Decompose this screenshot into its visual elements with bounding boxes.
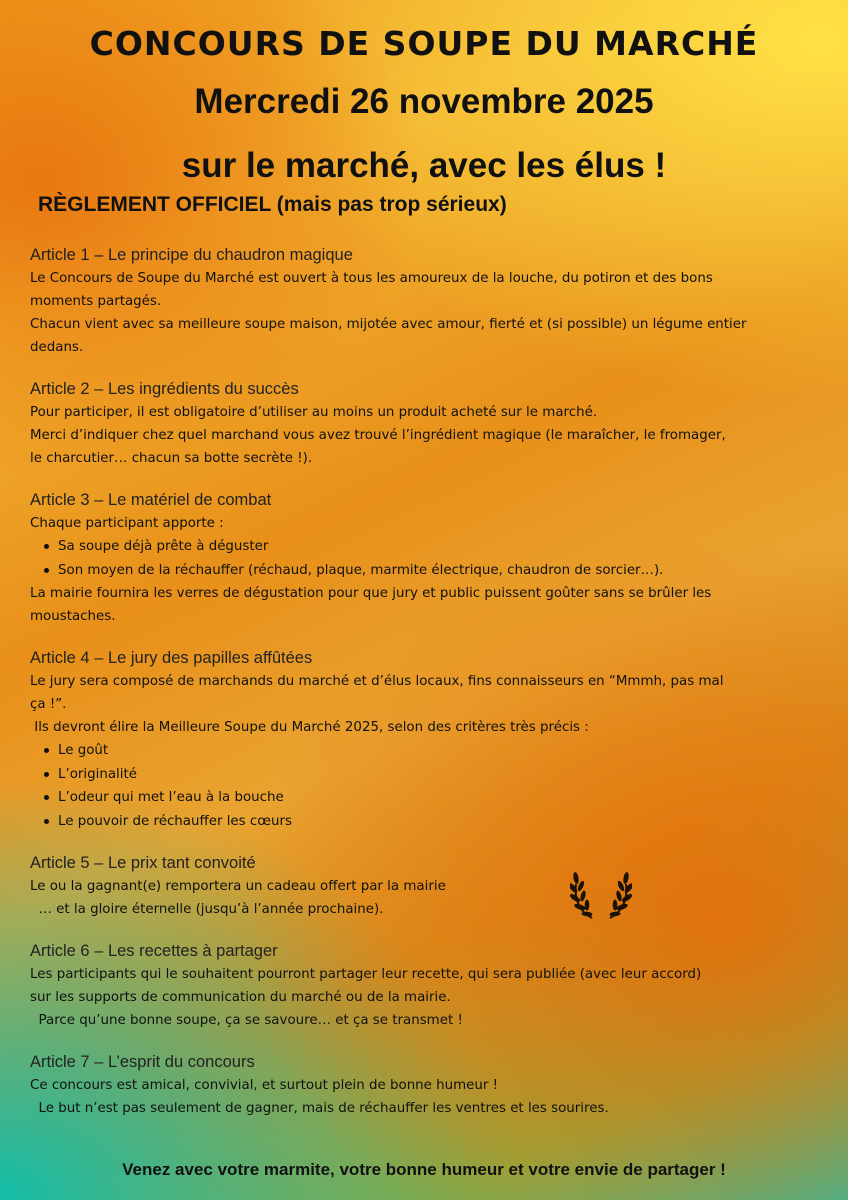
article-text: Merci d’indiquer chez quel marchand vous avez trouvé l’ingrédient magique (le maraîcher, le fromager, — [30, 428, 726, 443]
rules-title: RÈGLEMENT OFFICIEL (mais pas trop sérieux) — [38, 193, 507, 216]
title-block — [0, 18, 848, 198]
article-heading: Article 3 – Le matériel de combat — [30, 491, 272, 509]
article-text: Le jury sera composé de marchands du marché et d’élus locaux, fins connaisseurs en “Mmmh, pas mal — [30, 674, 724, 689]
article-heading: Article 7 – L’esprit du concours — [30, 1053, 255, 1071]
article-heading: Article 6 – Les recettes à partager — [30, 942, 278, 960]
event-subtitle: sur le marché, avec les élus ! — [181, 146, 667, 185]
article-6 — [30, 939, 825, 1032]
article-text: Pour participer, il est obligatoire d’utiliser au moins un produit acheté sur le marché. — [30, 405, 598, 420]
article-text: Le but n’est pas seulement de gagner, mais de réchauffer les ventres et les sourires. — [30, 1101, 609, 1116]
article-heading: Article 4 – Le jury des papilles affûtées — [30, 649, 313, 667]
list-item: L’originalité — [58, 763, 825, 787]
footer-call-to-action: Venez avec votre marmite, votre bonne humeur et votre envie de partager ! — [122, 1160, 726, 1179]
article-text: sur les supports de communication du marché ou de la mairie. — [30, 990, 451, 1005]
list-item: Le pouvoir de réchauffer les cœurs — [58, 810, 825, 834]
article-5 — [30, 851, 825, 921]
laurel-wreath-icon — [570, 868, 632, 920]
list-item: Son moyen de la réchauffer (réchaud, plaque, marmite électrique, chaudron de sorcier…). — [58, 559, 825, 583]
criteria-list — [30, 739, 825, 833]
article-heading: Article 5 – Le prix tant convoité — [30, 854, 256, 872]
article-heading: Article 2 – Les ingrédients du succès — [30, 380, 299, 398]
poster-title: CONCOURS DE SOUPE DU MARCHÉ — [89, 24, 759, 63]
article-text: Ce concours est amical, convivial, et surtout plein de bonne humeur ! — [30, 1078, 499, 1093]
article-text: Le Concours de Soupe du Marché est ouvert à tous les amoureux de la louche, du potiron et des bons — [30, 271, 713, 286]
article-4 — [30, 646, 825, 833]
article-heading: Article 1 – Le principe du chaudron magique — [30, 246, 353, 264]
list-item: Sa soupe déjà prête à déguster — [58, 535, 825, 559]
article-text: Parce qu’une bonne soupe, ça se savoure… et ça se transmet ! — [30, 1013, 463, 1028]
list-item: Le goût — [58, 739, 825, 763]
article-text: le charcutier… chacun sa botte secrète !). — [30, 451, 313, 466]
article-text: moustaches. — [30, 609, 116, 624]
article-text: Les participants qui le souhaitent pourront partager leur recette, qui sera publiée (avec leur accord) — [30, 967, 702, 982]
article-3 — [30, 488, 825, 628]
article-7 — [30, 1050, 825, 1120]
equipment-list — [30, 535, 825, 582]
article-text: Chacun vient avec sa meilleure soupe maison, mijotée avec amour, fierté et (si possible) un légume entier — [30, 317, 747, 332]
article-text: ça !”. — [30, 697, 67, 712]
article-text: Le ou la gagnant(e) remportera un cadeau offert par la mairie — [30, 879, 446, 894]
article-text: La mairie fournira les verres de dégustation pour que jury et public puissent goûter sans se brûler les — [30, 586, 712, 601]
article-2 — [30, 377, 825, 470]
event-date: Mercredi 26 novembre 2025 — [194, 82, 654, 121]
article-text: … et la gloire éternelle (jusqu’à l’année prochaine). — [30, 902, 384, 917]
list-item: L’odeur qui met l’eau à la bouche — [58, 786, 825, 810]
article-text: Chaque participant apporte : — [30, 516, 224, 531]
article-text: Ils devront élire la Meilleure Soupe du Marché 2025, selon des critères très précis : — [30, 720, 589, 735]
rules-content — [30, 243, 825, 1138]
article-text: moments partagés. — [30, 294, 162, 309]
article-1 — [30, 243, 825, 359]
article-text: dedans. — [30, 340, 84, 355]
